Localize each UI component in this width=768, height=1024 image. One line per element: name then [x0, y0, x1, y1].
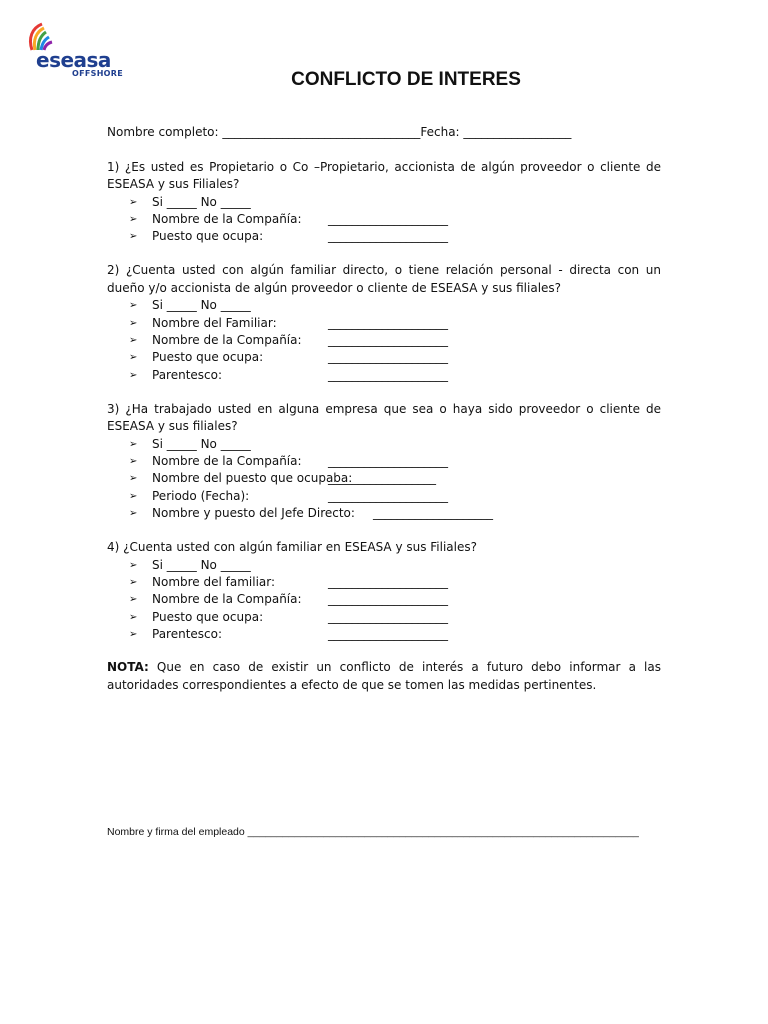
- answer-label: Nombre de la Compañía:: [152, 211, 302, 226]
- answer-blank-field[interactable]: ____________________: [328, 367, 448, 382]
- arrow-bullet-icon: ➢: [129, 577, 138, 589]
- arrow-bullet-icon: ➢: [129, 369, 138, 381]
- arrow-bullet-icon: ➢: [129, 629, 138, 641]
- note-text: Que en caso de existir un conflicto de interés a futuro debo informar a las autoridades correspondientes a efecto de que se tomen las medidas pertinentes.: [107, 660, 661, 692]
- answer-item: [129, 591, 661, 608]
- arrow-bullet-icon: ➢: [129, 508, 138, 520]
- answer-item: [129, 194, 661, 211]
- answer-label: Puesto que ocupa:: [152, 229, 264, 244]
- answer-blank-field[interactable]: ____________________: [328, 488, 448, 503]
- logo-wordmark: eseasa: [36, 48, 111, 72]
- answer-item: [129, 367, 661, 384]
- question-section: [107, 539, 661, 643]
- note-paragraph: [107, 659, 661, 694]
- answer-label: Nombre de la Compañía:: [152, 332, 302, 347]
- question-section: [107, 401, 661, 522]
- answer-label: Nombre y puesto del Jefe Directo:: [152, 506, 355, 521]
- answer-item: [129, 609, 661, 626]
- answer-item: [129, 470, 661, 487]
- form-body: [107, 124, 661, 694]
- answer-label: Nombre del puesto que ocupaba:: [152, 471, 353, 486]
- answer-list: [107, 194, 661, 246]
- arrow-bullet-icon: ➢: [129, 231, 138, 243]
- answer-label: Nombre del Familiar:: [152, 315, 277, 330]
- arrow-bullet-icon: ➢: [129, 456, 138, 468]
- answer-blank-field[interactable]: ____________________: [328, 454, 448, 469]
- question-text: 4) ¿Cuenta usted con algún familiar en ESEASA y sus Filiales?: [107, 540, 478, 555]
- answer-item: [129, 332, 661, 349]
- answer-item: [129, 349, 661, 366]
- answer-blank-field[interactable]: ____________________: [328, 229, 448, 244]
- question-text: 2) ¿Cuenta usted con algún familiar directo, o tiene relación personal - directa con un dueño y/o accionista de algún proveedor o cliente de ESEASA y sus filiales?: [107, 263, 661, 295]
- answer-blank-field[interactable]: ____________________: [328, 350, 448, 365]
- answer-label: Si _____ No _____: [152, 298, 251, 313]
- answer-blank-field[interactable]: ____________________: [328, 627, 448, 642]
- answer-blank-field[interactable]: ____________________: [373, 506, 493, 521]
- arrow-bullet-icon: ➢: [129, 196, 138, 208]
- answer-blank-field[interactable]: ____________________: [328, 609, 448, 624]
- arrow-bullet-icon: ➢: [129, 559, 138, 571]
- arrow-bullet-icon: ➢: [129, 611, 138, 623]
- answer-list: [107, 436, 661, 522]
- answer-label: Periodo (Fecha):: [152, 488, 250, 503]
- answer-item: [129, 574, 661, 591]
- note-label: NOTA:: [107, 660, 149, 675]
- answer-label: Si _____ No _____: [152, 557, 251, 572]
- name-date-line[interactable]: Nombre completo: _________________________________Fecha: __________________: [107, 125, 572, 139]
- answer-label: Si _____ No _____: [152, 194, 251, 209]
- answer-blank-field[interactable]: ____________________: [328, 332, 448, 347]
- question-text: 1) ¿Es usted es Propietario o Co –Propietario, accionista de algún proveedor o cliente de ESEASA y sus Filiales?: [107, 159, 661, 191]
- signature-line[interactable]: Nombre y firma del empleado ___________________________________________________________________: [107, 826, 639, 838]
- question-section: [107, 159, 661, 246]
- arrow-bullet-icon: ➢: [129, 438, 138, 450]
- answer-item: [129, 315, 661, 332]
- answer-label: Parentesco:: [152, 627, 223, 642]
- answer-blank-field[interactable]: ____________________: [328, 575, 448, 590]
- answer-blank-field[interactable]: __________________: [328, 471, 436, 486]
- answer-blank-field[interactable]: ____________________: [328, 211, 448, 226]
- arrow-bullet-icon: ➢: [129, 317, 138, 329]
- arrow-bullet-icon: ➢: [129, 473, 138, 485]
- answer-item: [129, 297, 661, 314]
- answer-item: [129, 488, 661, 505]
- arrow-bullet-icon: ➢: [129, 213, 138, 225]
- logo-subtext: OFFSHORE: [72, 69, 124, 78]
- answer-label: Puesto que ocupa:: [152, 609, 264, 624]
- answer-label: Nombre del familiar:: [152, 575, 276, 590]
- answer-label: Parentesco:: [152, 367, 223, 382]
- arrow-bullet-icon: ➢: [129, 352, 138, 364]
- answer-item: [129, 453, 661, 470]
- arrow-bullet-icon: ➢: [129, 334, 138, 346]
- answer-label: Nombre de la Compañía:: [152, 454, 302, 469]
- answer-item: [129, 557, 661, 574]
- question-section: [107, 262, 661, 383]
- arrow-bullet-icon: ➢: [129, 594, 138, 606]
- answer-item: [129, 436, 661, 453]
- answer-blank-field[interactable]: ____________________: [328, 592, 448, 607]
- arrow-bullet-icon: ➢: [129, 300, 138, 312]
- question-text: 3) ¿Ha trabajado usted en alguna empresa que sea o haya sido proveedor o cliente de ESEASA y sus filiales?: [107, 401, 661, 434]
- question-sections: [107, 159, 661, 644]
- answer-label: Si _____ No _____: [152, 436, 251, 451]
- answer-blank-field[interactable]: ____________________: [328, 315, 448, 330]
- answer-item: [129, 228, 661, 245]
- answer-label: Nombre de la Compañía:: [152, 592, 302, 607]
- answer-list: [107, 297, 661, 383]
- arrow-bullet-icon: ➢: [129, 490, 138, 502]
- answer-item: [129, 211, 661, 228]
- answer-list: [107, 557, 661, 643]
- answer-label: Puesto que ocupa:: [152, 350, 264, 365]
- answer-item: [129, 505, 661, 522]
- answer-item: [129, 626, 661, 643]
- page-title: CONFLICTO DE INTERES: [291, 69, 521, 90]
